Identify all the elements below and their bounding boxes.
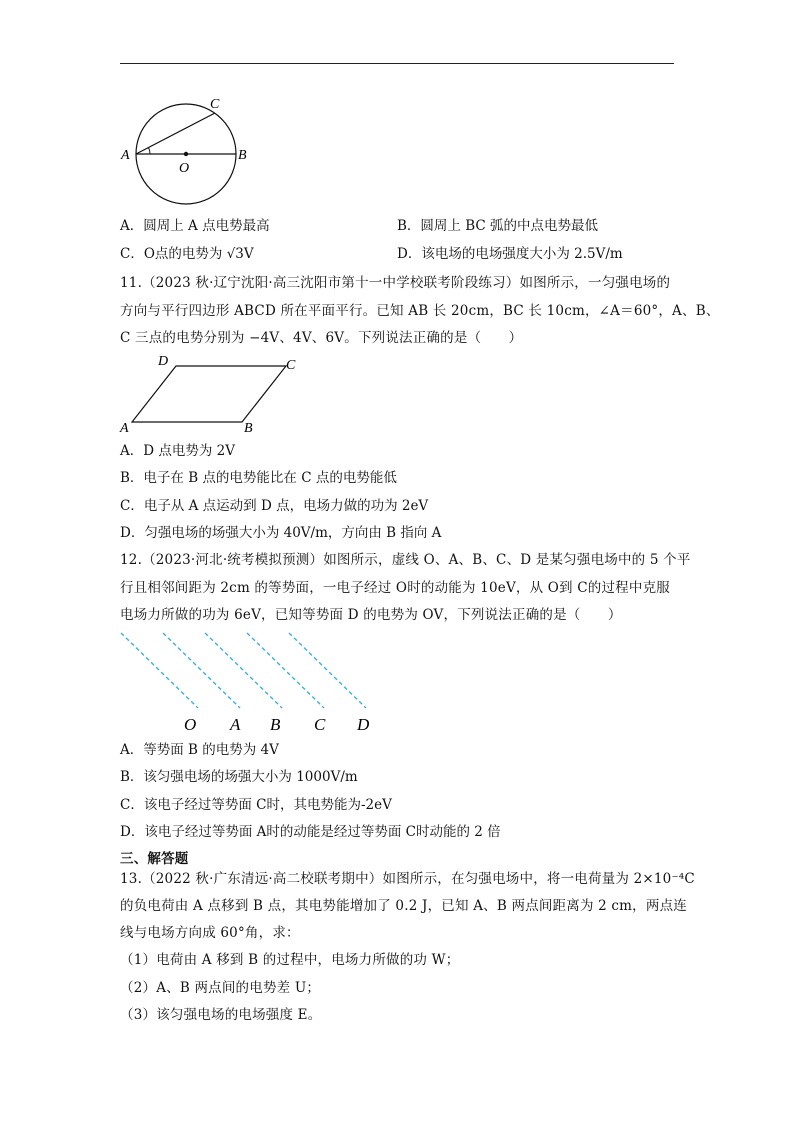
label-b: B [238, 148, 247, 163]
label-c: C [314, 715, 326, 734]
label-b: B [270, 715, 281, 734]
label-d: D [357, 715, 370, 734]
label-o: O [184, 715, 197, 734]
label-b: B [244, 421, 253, 434]
label-a: A [230, 715, 241, 734]
section-title: 三、解答题 [120, 851, 189, 867]
equipotential-line-a [163, 633, 240, 708]
label-c: C [286, 358, 296, 373]
q11-option-b: B．电子在 B 点的电势能比在 C 点的电势能低 [120, 470, 397, 486]
q12-option-c: C．该电子经过等势面 C时，其电势能为-2eV [120, 797, 392, 813]
q10-option-a: A．圆周上 A 点电势最高 [120, 218, 270, 234]
q10-option-c: C．O点的电势为 √3V [120, 246, 254, 262]
label-a: A [120, 421, 129, 434]
q12-stem-line-3: 电场力所做的功为 6eV，已知等势面 D 的电势为 OV，下列说法正确的是（ ） [120, 607, 622, 623]
parallelogram-diagram [118, 352, 308, 434]
q10-option-d: D．该电场的电场强度大小为 2.5V/m [397, 246, 623, 262]
q10-option-b: B．圆周上 BC 弧的中点电势最低 [397, 218, 599, 234]
equipotential-line-d [289, 633, 366, 708]
q13-stem-line-2: 的负电荷由 A 点移到 B 点，其电势能增加了 0.2 J，已知 A、B 两点间距离为 2 cm，两点连 [120, 898, 687, 914]
q12-option-a: A．等势面 B 的电势为 4V [120, 742, 279, 758]
q11-option-d: D．匀强电场的场强大小为 40V/m，方向由 B 指向 A [120, 525, 442, 541]
equipotential-line-c [247, 633, 324, 708]
equipotential-line-o [121, 633, 198, 708]
label-d: D [158, 354, 169, 369]
label-a: A [121, 148, 130, 163]
label-o: O [179, 161, 190, 176]
q12-option-b: B．该匀强电场的场强大小为 1000V/m [120, 769, 358, 785]
label-c: C [210, 97, 220, 112]
equipotential-line-b [205, 633, 282, 708]
q13-part-3: （3）该匀强电场的电场强度 E。 [120, 1007, 322, 1023]
q11-option-a: A．D 点电势为 2V [120, 443, 235, 459]
q13-stem-line-1: 13.（2022 秋·广东清远·高二校联考期中）如图所示，在匀强电场中，将一电荷量为 2×10⁻⁴C [120, 871, 695, 887]
q11-stem-line-2: 方向与平行四边形 ABCD 所在平面平行。已知 AB 长 20cm，BC 长 10cm，∠A＝60°，A、B、 [120, 303, 720, 319]
q13-part-2: （2）A、B 两点间的电势差 U； [120, 980, 321, 996]
circle-diagram [118, 95, 258, 205]
q12-stem-line-2: 行且相邻间距为 2cm 的等势面，一电子经过 O时的动能为 10eV，从 O到 C的过程中克服 [120, 580, 670, 596]
q11-stem-line-3: C 三点的电势分别为 −4V、4V、6V。下列说法正确的是（ ） [120, 330, 523, 346]
q11-stem-line-1: 11.（2023 秋·辽宁沈阳·高三沈阳市第十一中学校联考阶段练习）如图所示，一匀强电场的 [120, 275, 671, 291]
header-rule [120, 63, 674, 64]
q12-stem-line-1: 12.（2023·河北·统考模拟预测）如图所示，虚线 O、A、B、C、D 是某匀强电场中的 5 个平 [120, 552, 691, 568]
q11-option-c: C．电子从 A 点运动到 D 点，电场力做的功为 2eV [120, 498, 429, 514]
q13-stem-line-3: 线与电场方向成 60°角，求： [120, 925, 300, 941]
equipotential-diagram [118, 630, 388, 736]
q12-option-d: D．该电子经过等势面 A时的动能是经过等势面 C时动能的 2 倍 [120, 824, 501, 840]
q13-part-1: （1）电荷由 A 移到 B 的过程中，电场力所做的功 W； [120, 952, 460, 968]
